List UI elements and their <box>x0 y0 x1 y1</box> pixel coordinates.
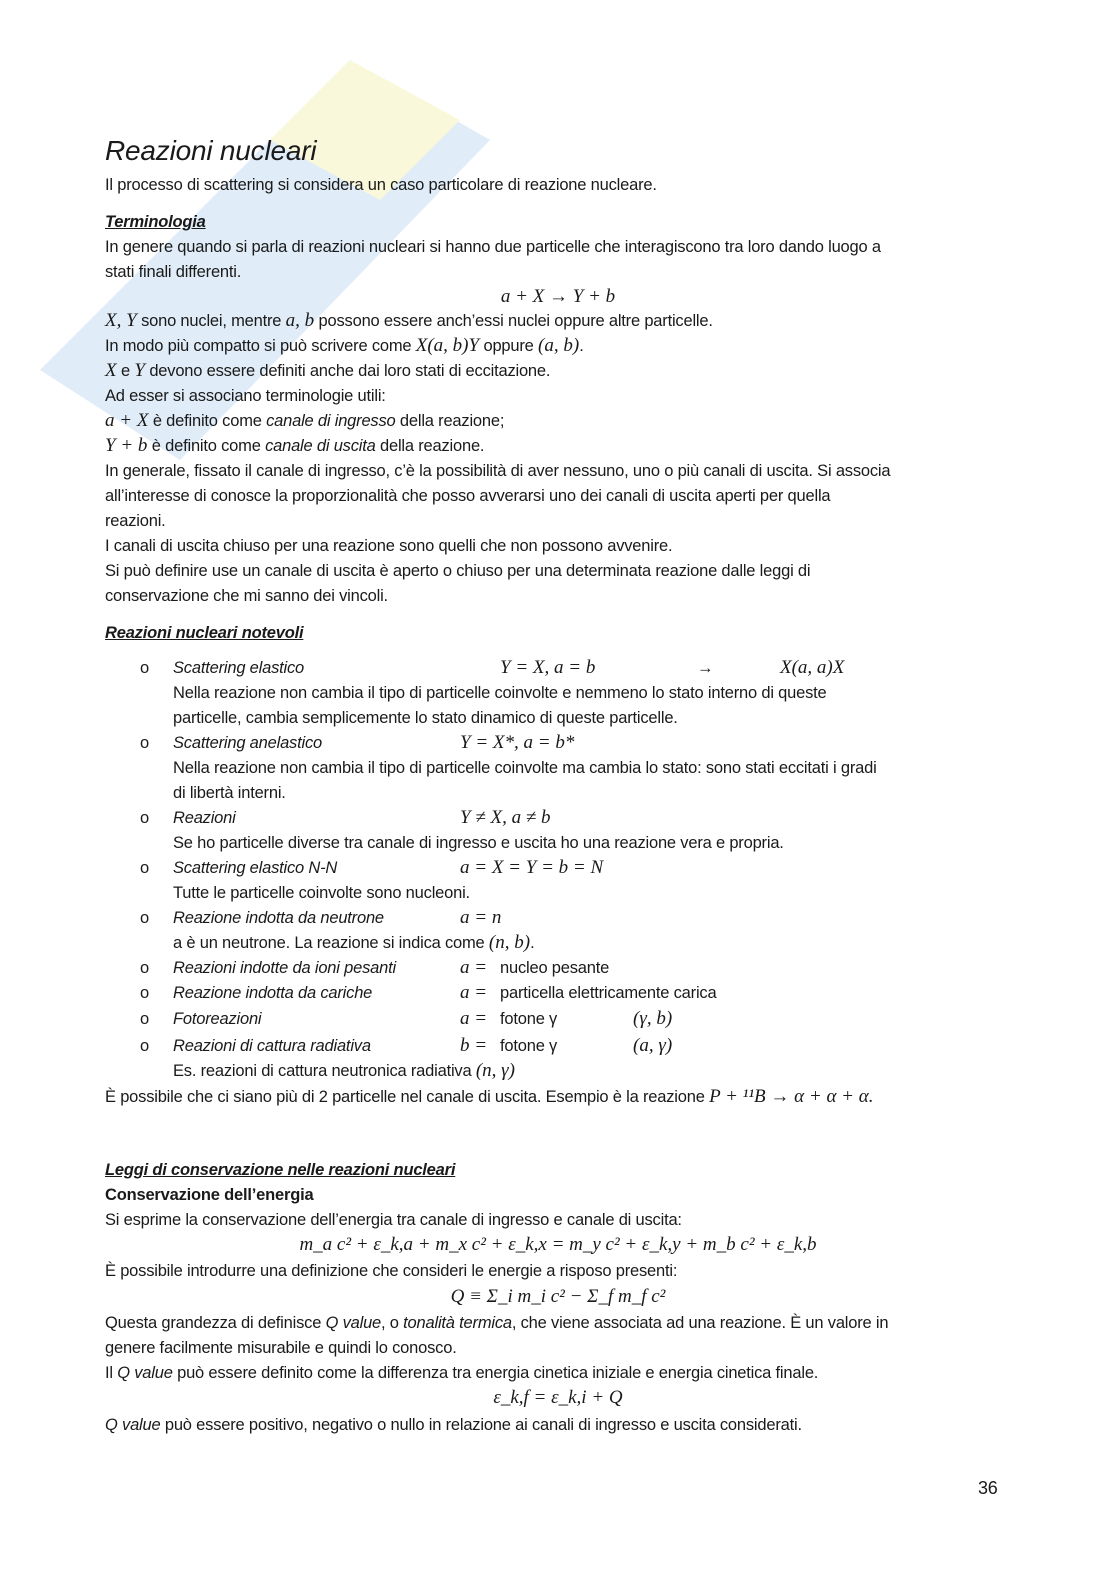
page-title <box>105 135 317 166</box>
reaction-name: Reazione indotta da cariche <box>173 984 373 1002</box>
text-line <box>105 535 672 557</box>
reaction-name: Reazioni indotte da ioni pesanti <box>173 959 396 977</box>
reaction-name: Scattering anelastico <box>173 734 322 752</box>
text-line <box>173 782 286 804</box>
text-line <box>105 335 584 357</box>
text-segment: Q value <box>325 1314 382 1332</box>
text-segment: Tutte le particelle coinvolte sono nucleoni. <box>173 884 470 902</box>
text-line <box>0 1286 1116 1308</box>
text-segment: reazioni. <box>105 512 166 530</box>
math-expression: a + X → Y + b <box>500 286 616 307</box>
section-heading <box>105 1159 455 1181</box>
arrow: → <box>697 659 714 677</box>
math-expression: ε_k,f = ε_k,i + Q <box>493 1387 623 1408</box>
text-line <box>105 310 713 332</box>
text-segment: sono nuclei, mentre <box>136 312 286 330</box>
math-expression: X <box>105 360 117 381</box>
text-segment: È possibile che ci siano più di 2 particelle nel canale di uscita. Esempio è la reazione <box>105 1088 710 1106</box>
reaction-notation: (a, γ) <box>633 1035 673 1056</box>
text-line <box>105 435 484 457</box>
list-bullet: o <box>140 734 149 752</box>
text-line <box>105 585 388 607</box>
reaction-formula: Y = X*, a = b* <box>460 732 575 753</box>
text-segment: . <box>530 934 535 952</box>
text-line <box>105 410 504 432</box>
reaction-description: fotone γ <box>500 1037 558 1055</box>
reaction-name: Reazione indotta da neutrone <box>173 909 384 927</box>
text-segment: Leggi di conservazione nelle reazioni nucleari <box>105 1161 456 1179</box>
text-segment: Terminologia <box>105 213 206 231</box>
list-bullet: o <box>140 959 149 977</box>
math-expression: Q ≡ Σ_i m_i c² − Σ_f m_f c² <box>450 1286 666 1307</box>
section-heading <box>105 211 206 233</box>
reaction-name: Fotoreazioni <box>173 1010 262 1028</box>
text-line <box>105 485 830 507</box>
list-bullet: o <box>140 659 149 677</box>
text-segment: Nella reazione non cambia il tipo di particelle coinvolte ma cambia lo stato: sono stati eccitati i gradi <box>173 759 877 777</box>
reaction-formula: a = X = Y = b = N <box>460 857 604 878</box>
text-line <box>105 1312 888 1334</box>
text-segment: Si esprime la conservazione dell’energia tra canale di ingresso e canale di uscita: <box>105 1211 682 1229</box>
list-bullet: o <box>140 809 149 827</box>
text-segment: Il <box>105 1364 118 1382</box>
list-bullet: o <box>140 859 149 877</box>
math-expression: m_a c² + ε_k,a + m_x c² + ε_k,x = m_y c² + ε_k,y + m_b c² + ε_k,b <box>299 1234 817 1255</box>
text-line <box>105 560 810 582</box>
text-line <box>105 510 166 532</box>
text-segment: e <box>116 362 135 380</box>
text-line <box>105 1086 873 1108</box>
text-segment: Q value <box>117 1364 173 1382</box>
text-segment: Conservazione dell’energia <box>105 1186 314 1204</box>
reaction-formula: a = <box>460 1008 488 1029</box>
text-segment: canale di ingresso <box>266 412 396 430</box>
text-line <box>173 757 877 779</box>
text-segment: In modo più compatto si può scrivere come <box>105 337 416 355</box>
text-segment: , o <box>381 1314 404 1332</box>
text-segment: all’interesse di conosce la proporzionalità che posso avverarsi uno dei canali di uscita aperti per quella <box>105 487 831 505</box>
reaction-name: Scattering elastico <box>173 659 305 677</box>
reaction-formula: Y ≠ X, a ≠ b <box>460 807 551 828</box>
text-segment: Si può definire use un canale di uscita è aperto o chiuso per una determinata reazione dalle leggi di <box>105 562 811 580</box>
list-bullet: o <box>140 984 149 1002</box>
text-line <box>105 261 241 283</box>
text-line <box>0 1234 1116 1256</box>
text-segment: Il processo di scattering si considera un caso particolare di reazione nucleare. <box>105 176 657 194</box>
text-segment: tonalità termica <box>403 1314 512 1332</box>
math-expression: Y <box>134 360 145 381</box>
text-line <box>173 707 678 729</box>
text-segment: genere facilmente misurabile e quindi lo conosco. <box>105 1339 457 1357</box>
text-segment: a è un neutrone. La reazione si indica come <box>173 934 489 952</box>
text-segment: In genere quando si parla di reazioni nucleari si hanno due particelle che interagiscono tra loro dando luogo a <box>105 238 881 256</box>
text-segment: è definito come <box>148 412 267 430</box>
text-segment: In generale, fissato il canale di ingresso, c’è la possibilità di aver nessuno, uno o più canali di uscita. Si associa <box>105 462 891 480</box>
text-line <box>173 832 784 854</box>
text-segment: può essere definito come la differenza tra energia cinetica iniziale e energia cinetica finale. <box>172 1364 819 1382</box>
text-line <box>0 286 1116 308</box>
text-segment: particelle, cambia semplicemente lo stato dinamico di queste particelle. <box>173 709 678 727</box>
text-segment: stati finali differenti. <box>105 263 242 281</box>
text-segment: Q value <box>105 1416 161 1434</box>
text-segment: . <box>579 337 584 355</box>
text-segment: Reazioni nucleari notevoli <box>105 624 304 642</box>
text-segment: , che viene associata ad una reazione. È un valore in <box>511 1314 889 1332</box>
text-line <box>105 1414 802 1436</box>
text-line <box>173 1060 515 1082</box>
reaction-name: Scattering elastico N-N <box>173 859 338 877</box>
text-line <box>105 460 890 482</box>
text-segment: di libertà interni. <box>173 784 286 802</box>
section-heading <box>105 622 303 644</box>
text-segment: Es. reazioni di cattura neutronica radiativa <box>173 1062 476 1080</box>
reaction-formula: b = <box>460 1035 488 1056</box>
reaction-notation: (γ, b) <box>633 1008 673 1029</box>
page-number: 36 <box>978 1478 998 1498</box>
reaction-name: Reazioni di cattura radiativa <box>173 1037 371 1055</box>
text-line <box>105 174 657 196</box>
text-segment: oppure <box>479 337 539 355</box>
text-line <box>105 236 881 258</box>
text-segment: possono essere anch’essi nuclei oppure altre particelle. <box>314 312 713 330</box>
text-segment: della reazione. <box>375 437 485 455</box>
math-expression: X(a, b)Y <box>415 335 480 356</box>
reaction-formula: Y = X, a = b <box>500 657 596 678</box>
reaction-formula: a = <box>460 982 488 1003</box>
list-bullet: o <box>140 909 149 927</box>
text-segment: I canali di uscita chiuso per una reazione sono quelli che non possono avvenire. <box>105 537 673 555</box>
text-line <box>105 1362 818 1384</box>
reaction-description: nucleo pesante <box>500 959 610 977</box>
text-segment: È possibile introdurre una definizione che consideri le energie a risposo presenti: <box>105 1262 678 1280</box>
text-segment: Nella reazione non cambia il tipo di particelle coinvolte e nemmeno lo stato interno di queste <box>173 684 827 702</box>
text-segment: Ad esser si associano terminologie utili: <box>105 387 386 405</box>
text-segment: canale di uscita <box>265 437 376 455</box>
text-line <box>105 385 386 407</box>
reaction-formula: a = n <box>460 907 502 928</box>
text-line <box>0 1387 1116 1409</box>
math-expression: (a, b) <box>538 335 580 356</box>
text-segment: Se ho particelle diverse tra canale di ingresso e uscita ho una reazione vera e propria. <box>173 834 784 852</box>
text-segment: conservazione che mi sanno dei vincoli. <box>105 587 388 605</box>
math-expression: (n, b) <box>488 932 531 953</box>
text-line <box>105 1184 313 1206</box>
text-segment: della reazione; <box>395 412 505 430</box>
math-expression: P + ¹¹B → α + α + α. <box>709 1086 874 1107</box>
math-expression: a + X <box>105 410 149 431</box>
math-expression: X, Y <box>105 310 137 331</box>
text-line <box>105 1337 457 1359</box>
text-segment: Reazioni nucleari <box>105 135 317 166</box>
text-line <box>173 682 827 704</box>
reaction-description: particella elettricamente carica <box>500 984 717 1002</box>
reaction-name: Reazioni <box>173 809 236 827</box>
text-line <box>173 932 534 954</box>
reaction-formula: a = <box>460 957 488 978</box>
math-expression: a, b <box>285 310 315 331</box>
reaction-description: fotone γ <box>500 1010 558 1028</box>
list-bullet: o <box>140 1010 149 1028</box>
list-bullet: o <box>140 1037 149 1055</box>
text-line <box>173 882 470 904</box>
math-expression: Y + b <box>105 435 148 456</box>
text-line <box>105 360 550 382</box>
text-line <box>105 1209 682 1231</box>
text-segment: è definito come <box>147 437 266 455</box>
text-line <box>105 1260 677 1282</box>
math-expression: (n, γ) <box>475 1060 515 1081</box>
text-segment: devono essere definiti anche dai loro stati di eccitazione. <box>144 362 551 380</box>
text-segment: Questa grandezza di definisce <box>105 1314 326 1332</box>
text-segment: può essere positivo, negativo o nullo in relazione ai canali di ingresso e uscita considerati. <box>160 1416 802 1434</box>
reaction-notation: X(a, a)X <box>780 657 845 678</box>
